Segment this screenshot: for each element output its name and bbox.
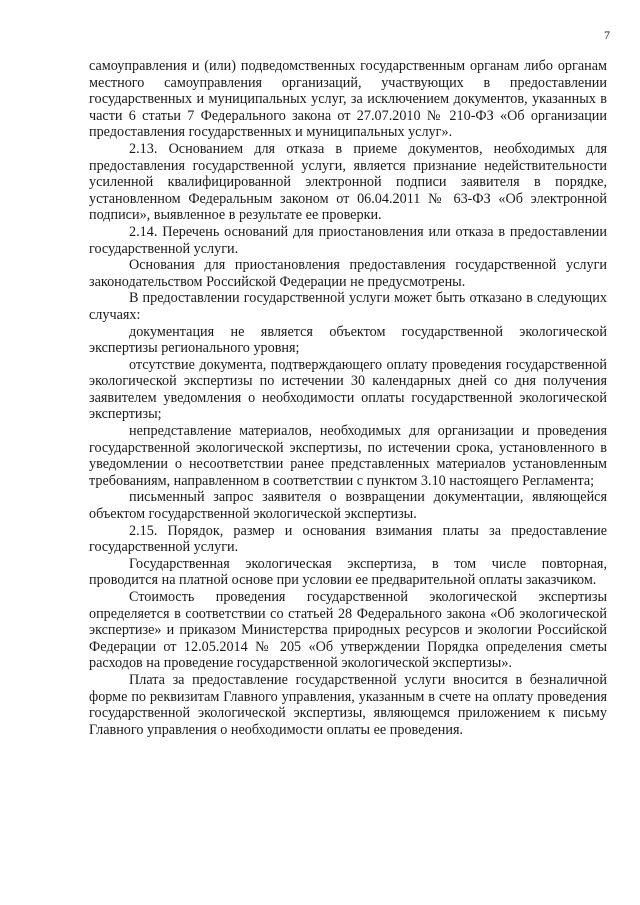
paragraph: 2.14. Перечень оснований для приостановления или отказа в предоставлении государственной услуги. [89, 223, 607, 257]
paragraph: 2.13. Основанием для отказа в приеме документов, необходимых для предоставления государственной услуги, является признание недействительности усиленной квалифицированной электронной подписи заявителя в порядке, установленном Федеральным законом от 06.04.2011 № 63-ФЗ «Об электронной подписи», выявленное в результате ее проверки. [89, 140, 607, 224]
paragraph: отсутствие документа, подтверждающего оплату проведения государственной экологической экспертизы по истечении 30 календарных дней со дня получения заявителем уведомления о необходимости оплаты государственной экологической экспертизы; [89, 356, 607, 423]
paragraph: документация не является объектом государственной экологической экспертизы регионального уровня; [89, 323, 607, 357]
paragraph: письменный запрос заявителя о возвращении документации, являющейся объектом государственной экологической экспертизы. [89, 489, 607, 523]
paragraph: самоуправления и (или) подведомственных государственным органам либо органам местного самоуправления организаций, участвующих в предоставлении государственных и муниципальных услуг, за исключением документов, указанных в части 6 статьи 7 Федерального закона от 27.07.2010 № 210-ФЗ «Об организации предоставления государственных и муниципальных услуг». [89, 58, 607, 141]
page-number: 7 [604, 28, 610, 42]
paragraph: Плата за предоставление государственной услуги вносится в безналичной форме по реквизитам Главного управления, указанным в счете на оплату проведения государственной экологической экспертизы, являющемся приложением к письму Главного управления о необходимости оплаты ее проведения. [89, 671, 607, 738]
document-body [89, 58, 607, 738]
paragraph: непредставление материалов, необходимых для организации и проведения государственной экологической экспертизы, по истечении срока, установленного в уведомлении о несоответствии ранее представленных материалов установленным требованиям, направленном в соответствии с пунктом 3.10 настоящего Регламента; [89, 423, 607, 489]
paragraph: Основания для приостановления предоставления государственной услуги законодательством Российской Федерации не предусмотрены. [89, 257, 607, 290]
paragraph: Государственная экологическая экспертиза, в том числе повторная, проводится на платной основе при условии ее предварительной оплаты заказчиком. [89, 555, 607, 589]
paragraph: Стоимость проведения государственной экологической экспертизы определяется в соответствии со статьей 28 Федерального закона «Об экологической экспертизе» и приказом Министерства природных ресурсов и экологии Российской Федерации от 12.05.2014 № 205 «Об утверждении Порядка определения сметы расходов на проведение государственной экологической экспертизы». [89, 589, 607, 672]
paragraph: В предоставлении государственной услуги может быть отказано в следующих случаях: [89, 290, 607, 323]
paragraph: 2.15. Порядок, размер и основания взимания платы за предоставление государственной услуги. [89, 522, 607, 556]
